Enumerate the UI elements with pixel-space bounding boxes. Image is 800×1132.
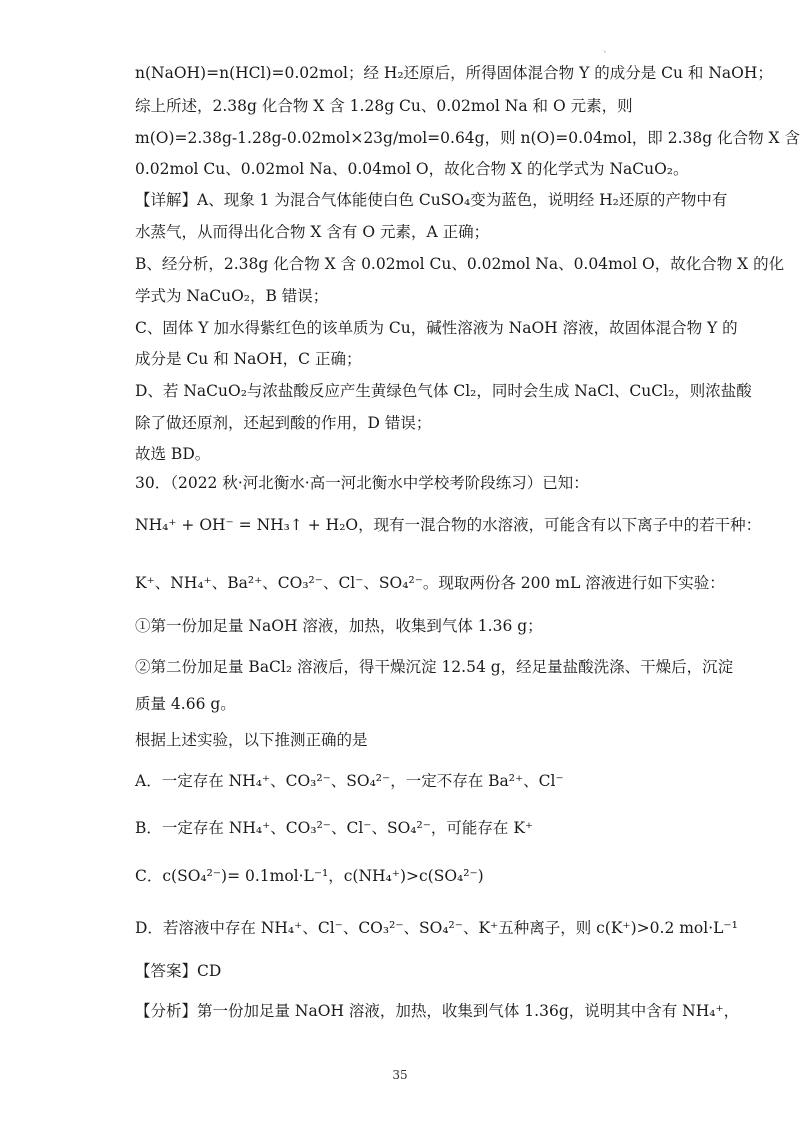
text-line: 质量 4.66 g。 <box>135 695 236 713</box>
option-d: D．若溶液中存在 NH₄⁺、Cl⁻、CO₃²⁻、SO₄²⁻、K⁺五种离子，则 c(K⁺)>0.2 mol·L⁻¹ <box>135 919 738 937</box>
text-line: n(NaOH)=n(HCl)=0.02mol；经 H₂还原后，所得固体混合物 Y 的成分是 Cu 和 NaOH； <box>135 64 773 82</box>
text-line: 成分是 Cu 和 NaOH，C 正确； <box>135 350 362 368</box>
corner-mark: 、 <box>602 45 612 55</box>
answer-line: 【答案】CD <box>135 962 222 980</box>
option-b: B．一定存在 NH₄⁺、CO₃²⁻、Cl⁻、SO₄²⁻，可能存在 K⁺ <box>135 819 534 837</box>
text-line: 故选 BD。 <box>135 445 211 463</box>
text-line: 除了做还原剂，还起到酸的作用，D 错误； <box>135 414 432 432</box>
text-line: 水蒸气，从而得出化合物 X 含有 O 元素，A 正确； <box>135 223 490 241</box>
detail-heading-line: 【详解】A、现象 1 为混合气体能使白色 CuSO₄变为蓝色，说明经 H₂还原的产物中有 <box>135 191 728 209</box>
option-a: A．一定存在 NH₄⁺、CO₃²⁻、SO₄²⁻，一定不存在 Ba²⁺、Cl⁻ <box>135 772 564 790</box>
text-line: 学式为 NaCuO₂，B 错误； <box>135 287 329 305</box>
ion-list-line: K⁺、NH₄⁺、Ba²⁺、CO₃²⁻、Cl⁻、SO₄²⁻。现取两份各 200 mL 溶液进行如下实验： <box>135 574 725 592</box>
page-number: 35 <box>392 1068 408 1082</box>
text-line: 综上所述，2.38g 化合物 X 含 1.28g Cu、0.02mol Na 和 O 元素，则 <box>135 97 633 115</box>
option-c: C．c(SO₄²⁻)= 0.1mol·L⁻¹，c(NH₄⁺)>c(SO₄²⁻) <box>135 867 484 885</box>
equation-line: NH₄⁺ + OH⁻ = NH₃↑ + H₂O，现有一混合物的水溶液，可能含有以下离子中的若干种： <box>135 516 762 534</box>
text-line: B、经分析，2.38g 化合物 X 含 0.02mol Cu、0.02mol Na、0.04mol O，故化合物 X 的化 <box>135 255 785 273</box>
analysis-line: 【分析】第一份加足量 NaOH 溶液，加热，收集到气体 1.36g，说明其中含有 NH₄⁺， <box>135 1002 740 1020</box>
text-line: C、固体 Y 加水得紫红色的该单质为 Cu，碱性溶液为 NaOH 溶液，故固体混合物 Y 的 <box>135 319 738 337</box>
text-line: 0.02mol Cu、0.02mol Na、0.04mol O，故化合物 X 的化学式为 NaCuO₂。 <box>135 160 689 178</box>
question-heading: 30．（2022 秋·河北衡水·高一河北衡水中学校考阶段练习）已知： <box>135 474 589 492</box>
text-line: m(O)=2.38g-1.28g-0.02mol×23g/mol=0.64g，则 n(O)=0.04mol，即 2.38g 化合物 X 含 <box>135 129 800 147</box>
text-line: D、若 NaCuO₂与浓盐酸反应产生黄绿色气体 Cl₂，同时会生成 NaCl、CuCl₂，则浓盐酸 <box>135 382 752 400</box>
experiment-2: ②第二份加足量 BaCl₂ 溶液后，得干燥沉淀 12.54 g，经足量盐酸洗涤、干燥后，沉淀 <box>135 658 734 676</box>
experiment-1: ①第一份加足量 NaOH 溶液，加热，收集到气体 1.36 g； <box>135 617 543 635</box>
question-prompt: 根据上述实验，以下推测正确的是 <box>135 731 368 749</box>
